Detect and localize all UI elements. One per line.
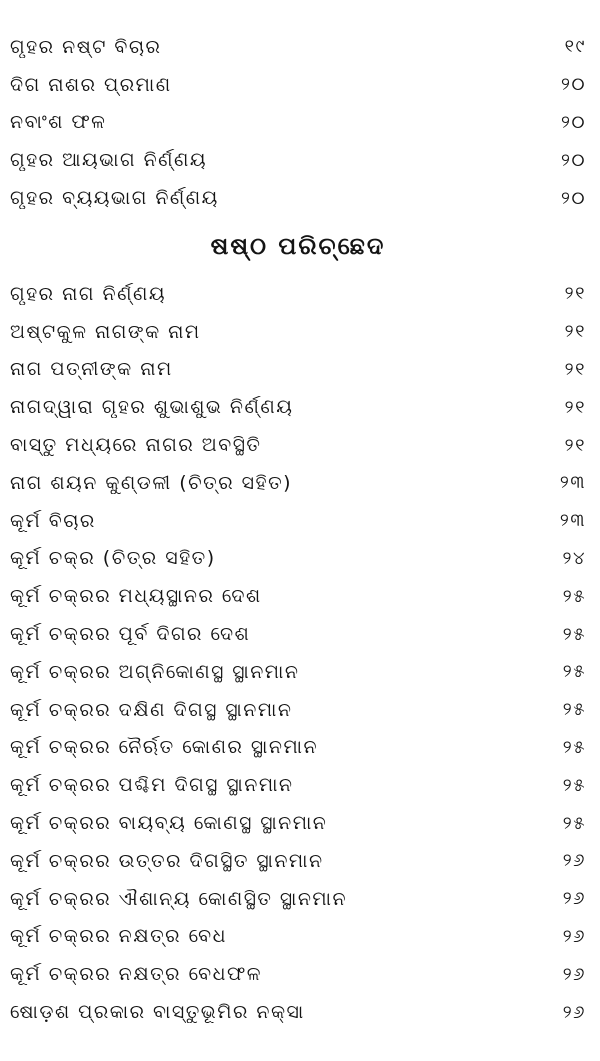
chapter-heading: ଷଷ୍ଠ ପରିଚ୍ଛେଦ [210,231,386,260]
toc-entry-page-number: ୨୬ [562,963,586,985]
toc-section-before [10,28,586,217]
toc-entry [10,653,586,691]
toc-entry-title: କୂର୍ମ ଚକ୍ରର ଉତ୍ତର ଦିଗସ୍ଥିତ ସ୍ଥାନମାନ [10,849,324,872]
toc-entry-title: ନବାଂଶ ଫଳ [10,111,107,134]
toc-entry [10,104,586,142]
toc-entry-page-number: ୨୫ [562,699,586,721]
toc-entry [10,179,586,217]
toc-entry-title: କୂର୍ମ ଚକ୍ରର ଐଶାନ୍ୟ କୋଣସ୍ଥିତ ସ୍ଥାନମାନ [10,887,348,910]
toc-entry [10,275,586,313]
toc-entry-title: କୂର୍ମ ଚକ୍ରର ପଶ୍ଚିମ ଦିଗସ୍ଥ ସ୍ଥାନମାନ [10,774,294,797]
toc-entry-page-number: ୨୦ [561,187,586,209]
toc-entry-title: କୂର୍ମ ଚକ୍ରର ନୈର୍ଋତ କୋଣର ସ୍ଥାନମାନ [10,736,319,759]
toc-entry-title: କୂର୍ମ ବିଚାର [10,509,96,532]
toc-entry-page-number: ୨୫ [562,812,586,834]
toc-entry [10,540,586,578]
toc-entry-title: କୂର୍ମ ଚକ୍ରର ଅଗ୍ନିକୋଣସ୍ଥ ସ୍ଥାନମାନ [10,660,300,683]
toc-entry-page-number: ୧୯ [564,36,586,58]
toc-entry-title: କୂର୍ମ ଚକ୍ରର ନକ୍ଷତ୍ର ବେଧ [10,925,227,948]
toc-entry-page-number: ୨୩ [559,472,586,494]
toc-entry [10,351,586,389]
toc-entry-title: ନାଗଦ୍ୱାରା ଗୃହର ଶୁଭାଶୁଭ ନିର୍ଣ୍ଣୟ [10,396,294,419]
toc-entry-title: କୂର୍ମ ଚକ୍ରର ମଧ୍ୟସ୍ଥାନର ଦେଶ [10,585,262,608]
toc-entry-title: ବାସ୍ତୁ ମଧ୍ୟରେ ନାଗର ଅବସ୍ଥିତି [10,434,262,457]
toc-entry-title: କୂର୍ମ ଚକ୍ର (ଚିତ୍ର ସହିତ) [10,547,216,570]
toc-entry [10,577,586,615]
toc-entry-page-number: ୨୧ [564,396,586,418]
toc-entry-title: ଅଷ୍ଟକୁଳ ନାଗଙ୍କ ନାମ [10,320,201,343]
toc-entry-title: ଷୋଡ଼ଶ ପ୍ରକାର ବାସ୍ତୁଭୂମିର ନକ୍ସା [10,1001,305,1024]
toc-entry-title: କୂର୍ମ ଚକ୍ରର ନକ୍ଷତ୍ର ବେଧଫଳ [10,963,262,986]
toc-entry-page-number: ୨୧ [564,358,586,380]
toc-entry-title: କୂର୍ମ ଚକ୍ରର ପୂର୍ବ ଦିଗର ଦେଶ [10,623,251,646]
toc-entry [10,388,586,426]
toc-entry-title: କୂର୍ମ ଚକ୍ରର ବାୟବ୍ୟ କୋଣସ୍ଥ ସ୍ଥାନମାନ [10,812,328,835]
toc-entry-page-number: ୨୫ [562,623,586,645]
toc-entry-page-number: ୨୫ [562,585,586,607]
toc-section-after [10,275,586,1031]
toc-entry-title: ଦିଗ ନାଶର ପ୍ରମାଣ [10,73,172,96]
toc-entry-page-number: ୨୫ [562,736,586,758]
toc-entry [10,464,586,502]
toc-entry [10,28,586,66]
toc-entry [10,313,586,351]
toc-entry [10,955,586,993]
toc-entry-title: ନାଗ ପତ୍ନୀଙ୍କ ନାମ [10,358,173,381]
toc-entry [10,804,586,842]
toc-entry [10,766,586,804]
toc-entry-page-number: ୨୬ [562,888,586,910]
toc-entry [10,729,586,767]
toc-entry [10,615,586,653]
toc-entry-page-number: ୨୬ [562,1001,586,1023]
toc-entry [10,66,586,104]
toc-entry-page-number: ୨୫ [562,661,586,683]
toc-entry-title: ଗୃହର ବ୍ୟୟଭାଗ ନିର୍ଣ୍ଣୟ [10,187,219,210]
toc-entry-title: ଗୃହର ନଷ୍ଟ ବିଚାର [10,35,162,58]
toc-entry-page-number: ୨୬ [562,850,586,872]
toc-entry [10,426,586,464]
toc-entry [10,880,586,918]
toc-entry-title: ନାଗ ଶୟନ କୁଣ୍ଡଳୀ (ଚିତ୍ର ସହିତ) [10,471,293,494]
toc-entry-page-number: ୨୦ [561,111,586,133]
toc-entry-page-number: ୨୬ [562,925,586,947]
toc-entry-title: କୂର୍ମ ଚକ୍ରର ଦକ୍ଷିଣ ଦିଗସ୍ଥ ସ୍ଥାନମାନ [10,698,293,721]
toc-entry-page-number: ୨୧ [564,283,586,305]
toc-entry-page-number: ୨୦ [561,149,586,171]
toc-entry [10,141,586,179]
toc-entry-page-number: ୨୧ [564,434,586,456]
toc-entry [10,691,586,729]
toc-entry-title: ଗୃହର ନାଗ ନିର୍ଣ୍ଣୟ [10,282,167,305]
toc-entry-page-number: ୨୧ [564,321,586,343]
toc-entry-title: ଗୃହର ଆୟଭାଗ ନିର୍ଣ୍ଣୟ [10,149,208,172]
toc-entry [10,993,586,1031]
toc-entry [10,842,586,880]
toc-entry-page-number: ୨୩ [559,510,586,532]
toc-entry-page-number: ୨୦ [561,74,586,96]
toc-entry [10,502,586,540]
toc-entry-page-number: ୨୪ [562,547,586,569]
toc-entry [10,918,586,956]
toc-entry-page-number: ୨୫ [562,774,586,796]
